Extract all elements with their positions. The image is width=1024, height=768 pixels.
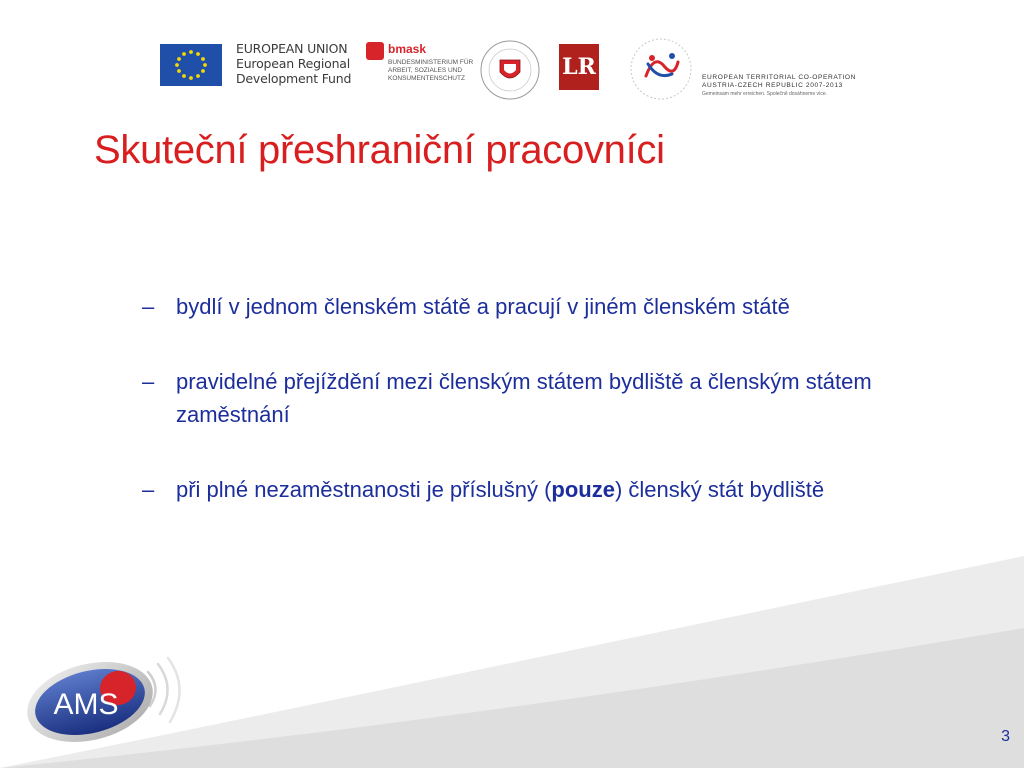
bmask-logo-icon — [366, 42, 384, 60]
bmask-logo-text: BUNDESMINISTERIUM FÜR ARBEIT, SOZIALES UND KONSUMENTENSCHUTZ — [388, 59, 474, 82]
cooperation-logo-icon — [626, 36, 696, 102]
bullet-list — [140, 290, 920, 548]
slide-title: Skuteční přeshraniční pracovníci — [94, 128, 665, 172]
chamber-seal-icon — [478, 38, 542, 102]
bullet-text: pravidelné přejíždění mezi členským státem bydliště a členským státem zaměstnání — [176, 369, 872, 427]
dash-marker: – — [142, 369, 155, 394]
ams-signal-waves-icon — [148, 658, 180, 722]
ams-logo — [20, 648, 190, 752]
bullet-item — [140, 290, 920, 323]
bullet-item — [140, 365, 920, 431]
bullet-item — [140, 473, 920, 506]
eu-logo-text: EUROPEAN UNION European Regional Development Fund — [236, 41, 352, 86]
bullet-text-start: při plné nezaměstnanosti je příslušný ( — [176, 477, 552, 502]
bullet-text-end: ) členský stát bydliště — [614, 477, 825, 502]
ete-programme-text: EUROPEAN TERRITORIAL CO-OPERATION AUSTRIA-CZECH REPUBLIC 2007-2013 — [702, 74, 857, 89]
bmask-logo-name: bmask — [388, 42, 427, 56]
page-number: 3 — [1001, 728, 1010, 745]
bullet-text: bydlí v jednom členském státě a pracují v jiném členském státě — [176, 294, 790, 319]
dash-marker: – — [142, 477, 155, 502]
partner-logos — [156, 36, 876, 106]
bullet-text-emphasis: pouze — [551, 477, 615, 502]
ete-tagline: Gemeinsam mehr erreichen. Společně dosáhneme více. — [702, 91, 828, 97]
dash-marker: – — [142, 294, 155, 319]
ams-logo-text: AMS — [53, 688, 119, 721]
lr-logo: LR — [559, 44, 599, 90]
eu-flag-icon — [160, 44, 222, 86]
